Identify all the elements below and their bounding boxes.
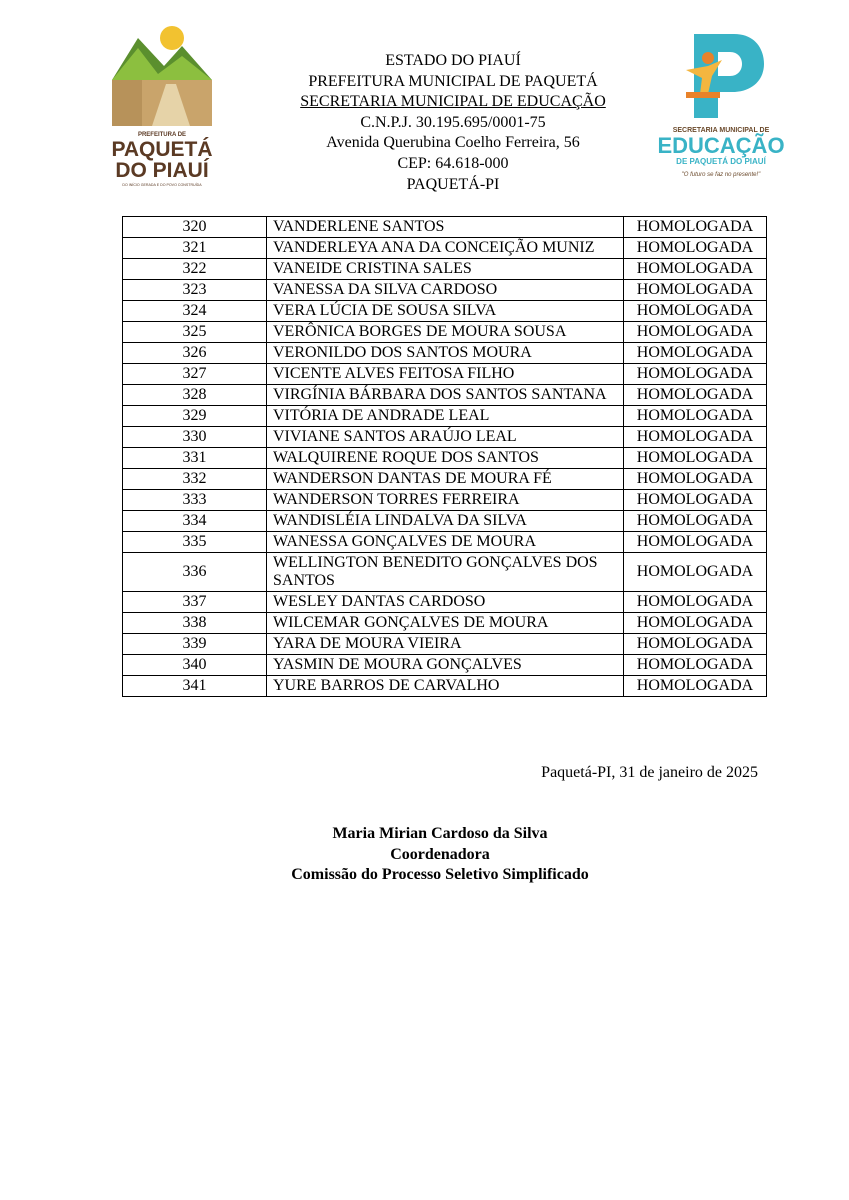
logo-right-line3: DE PAQUETÁ DO PIAUÍ — [676, 157, 766, 166]
table-row — [123, 634, 767, 655]
row-number: 338 — [123, 613, 267, 634]
candidate-name: VERA LÚCIA DE SOUSA SILVA — [267, 301, 624, 322]
table-row — [123, 427, 767, 448]
status-cell: HOMOLOGADA — [624, 259, 767, 280]
table-row — [123, 490, 767, 511]
table-row — [123, 553, 767, 592]
candidate-name: VIVIANE SANTOS ARAÚJO LEAL — [267, 427, 624, 448]
table-row — [123, 469, 767, 490]
signer-role: Coordenadora — [390, 845, 490, 863]
person-head-icon — [702, 52, 714, 64]
row-number: 339 — [123, 634, 267, 655]
prefeitura-paqueta-logo — [108, 22, 216, 190]
status-cell: HOMOLOGADA — [624, 406, 767, 427]
row-number: 335 — [123, 532, 267, 553]
candidate-name: WILCEMAR GONÇALVES DE MOURA — [267, 613, 624, 634]
logo-left-line1: PAQUETÁ — [111, 138, 213, 161]
logo-right-slogan: "O futuro se faz no presente!" — [681, 172, 761, 178]
status-cell: HOMOLOGADA — [624, 217, 767, 238]
row-number: 332 — [123, 469, 267, 490]
status-cell: HOMOLOGADA — [624, 448, 767, 469]
table-row — [123, 613, 767, 634]
status-cell: HOMOLOGADA — [624, 301, 767, 322]
status-cell: HOMOLOGADA — [624, 280, 767, 301]
row-number: 325 — [123, 322, 267, 343]
table-row — [123, 217, 767, 238]
status-cell: HOMOLOGADA — [624, 385, 767, 406]
row-number: 323 — [123, 280, 267, 301]
row-number: 333 — [123, 490, 267, 511]
row-number: 328 — [123, 385, 267, 406]
candidate-name: VANDERLENE SANTOS — [267, 217, 624, 238]
status-cell: HOMOLOGADA — [624, 469, 767, 490]
document-date: Paquetá-PI, 31 de janeiro de 2025 — [541, 764, 758, 781]
candidate-name: YASMIN DE MOURA GONÇALVES — [267, 655, 624, 676]
row-number: 324 — [123, 301, 267, 322]
row-number: 340 — [123, 655, 267, 676]
row-number: 321 — [123, 238, 267, 259]
header-secretaria: SECRETARIA MUNICIPAL DE EDUCAÇÃO — [300, 93, 606, 111]
status-cell: HOMOLOGADA — [624, 613, 767, 634]
candidate-name: WANDISLÉIA LINDALVA DA SILVA — [267, 511, 624, 532]
row-number: 334 — [123, 511, 267, 532]
table-row — [123, 322, 767, 343]
table-row — [123, 511, 767, 532]
status-cell: HOMOLOGADA — [624, 676, 767, 697]
homologation-table — [122, 216, 767, 697]
status-cell: HOMOLOGADA — [624, 343, 767, 364]
status-cell: HOMOLOGADA — [624, 532, 767, 553]
table-row — [123, 385, 767, 406]
table-row — [123, 406, 767, 427]
status-cell: HOMOLOGADA — [624, 592, 767, 613]
table-row — [123, 259, 767, 280]
candidate-name: VERÔNICA BORGES DE MOURA SOUSA — [267, 322, 624, 343]
row-number: 331 — [123, 448, 267, 469]
candidate-name: VANDERLEYA ANA DA CONCEIÇÃO MUNIZ — [267, 238, 624, 259]
candidate-name: WANDERSON DANTAS DE MOURA FÉ — [267, 469, 624, 490]
row-number: 341 — [123, 676, 267, 697]
row-number: 336 — [123, 553, 267, 592]
status-cell: HOMOLOGADA — [624, 634, 767, 655]
header-prefeitura: PREFEITURA MUNICIPAL DE PAQUETÁ — [308, 72, 598, 90]
candidate-name: VERONILDO DOS SANTOS MOURA — [267, 343, 624, 364]
candidate-name: WANDERSON TORRES FERREIRA — [267, 490, 624, 511]
header-city: PAQUETÁ-PI — [406, 175, 500, 193]
logo-right-line2: EDUCAÇÃO — [657, 133, 785, 158]
candidate-name: VITÓRIA DE ANDRADE LEAL — [267, 406, 624, 427]
candidate-name: VICENTE ALVES FEITOSA FILHO — [267, 364, 624, 385]
candidate-name: WESLEY DANTAS CARDOSO — [267, 592, 624, 613]
book-shape — [686, 92, 720, 98]
row-number: 337 — [123, 592, 267, 613]
header-cnpj: C.N.P.J. 30.195.695/0001-75 — [360, 113, 546, 131]
candidate-name: VANESSA DA SILVA CARDOSO — [267, 280, 624, 301]
header-state: ESTADO DO PIAUÍ — [385, 52, 521, 69]
candidate-name: WELLINGTON BENEDITO GONÇALVES DOS SANTOS — [267, 553, 624, 592]
status-cell: HOMOLOGADA — [624, 553, 767, 592]
table-row — [123, 238, 767, 259]
candidate-name: WANESSA GONÇALVES DE MOURA — [267, 532, 624, 553]
table-row — [123, 592, 767, 613]
logo-right-line1: SECRETARIA MUNICIPAL DE — [672, 127, 770, 134]
candidate-name: YURE BARROS DE CARVALHO — [267, 676, 624, 697]
table-row — [123, 301, 767, 322]
candidate-name: VIRGÍNIA BÁRBARA DOS SANTOS SANTANA — [267, 385, 624, 406]
logo-left-line2: DO PIAUÍ — [115, 159, 209, 182]
status-cell: HOMOLOGADA — [624, 511, 767, 532]
row-number: 327 — [123, 364, 267, 385]
header-address: Avenida Querubina Coelho Ferreira, 56 — [326, 134, 580, 152]
row-number: 326 — [123, 343, 267, 364]
row-number: 330 — [123, 427, 267, 448]
status-cell: HOMOLOGADA — [624, 655, 767, 676]
status-cell: HOMOLOGADA — [624, 490, 767, 511]
candidate-name: WALQUIRENE ROQUE DOS SANTOS — [267, 448, 624, 469]
table-row — [123, 448, 767, 469]
row-number: 320 — [123, 217, 267, 238]
status-cell: HOMOLOGADA — [624, 427, 767, 448]
commission-name: Comissão do Processo Seletivo Simplificado — [291, 866, 589, 883]
homologation-table-body — [123, 217, 767, 697]
table-row — [123, 532, 767, 553]
status-cell: HOMOLOGADA — [624, 238, 767, 259]
table-row — [123, 655, 767, 676]
candidate-name: VANEIDE CRISTINA SALES — [267, 259, 624, 280]
table-row — [123, 343, 767, 364]
table-row — [123, 280, 767, 301]
candidate-name: YARA DE MOURA VIEIRA — [267, 634, 624, 655]
document-header — [250, 51, 656, 195]
row-number: 322 — [123, 259, 267, 280]
row-number: 329 — [123, 406, 267, 427]
status-cell: HOMOLOGADA — [624, 322, 767, 343]
signer-name: Maria Mirian Cardoso da Silva — [332, 825, 548, 842]
table-row — [123, 676, 767, 697]
secretaria-educacao-logo — [656, 30, 786, 182]
status-cell: HOMOLOGADA — [624, 364, 767, 385]
signature-block — [250, 824, 630, 886]
logo-left-top-text: PREFEITURA DE — [137, 132, 187, 138]
logo-left-tagline: DO INÍCIO GERADA E DO POVO CONSTRUÍDA — [122, 183, 202, 187]
header-cep: CEP: 64.618-000 — [397, 154, 509, 172]
sun-icon — [160, 26, 184, 50]
table-row — [123, 364, 767, 385]
